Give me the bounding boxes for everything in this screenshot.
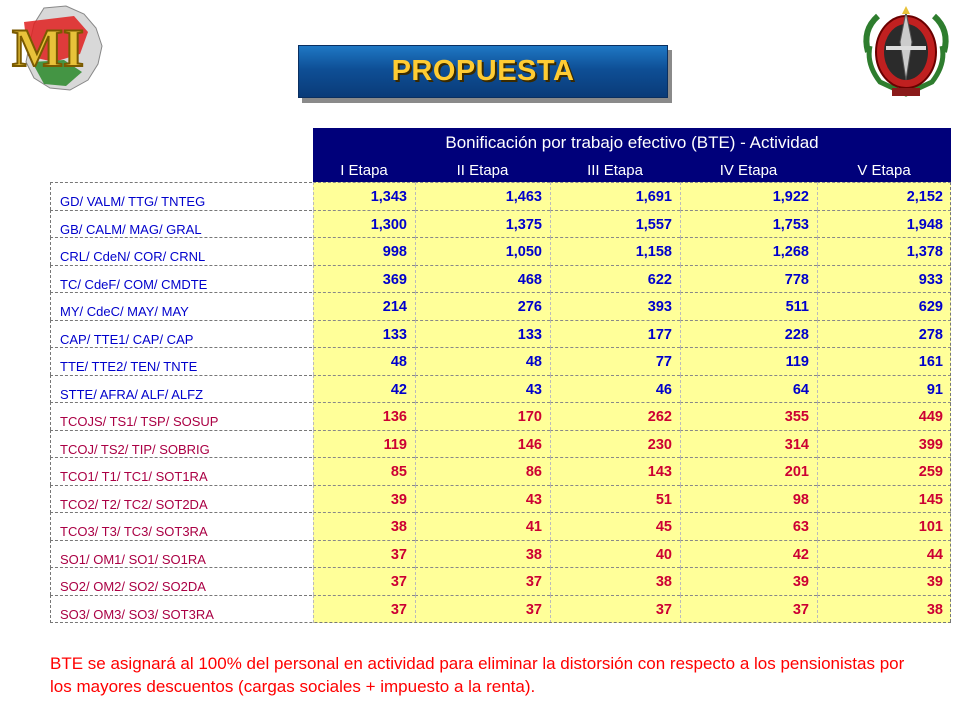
table-row bbox=[50, 512, 951, 540]
table-cell: 133 bbox=[415, 320, 550, 348]
ministry-map-emblem-icon bbox=[4, 2, 112, 94]
table-row bbox=[50, 595, 951, 623]
table-cell: 1,948 bbox=[817, 210, 951, 238]
table-cell: 48 bbox=[313, 347, 415, 375]
column-header: IV Etapa bbox=[719, 161, 778, 179]
table-row bbox=[50, 265, 951, 293]
table-cell: 1,268 bbox=[680, 237, 817, 265]
row-label: GB/ CALM/ MAG/ GRAL bbox=[50, 210, 312, 238]
table-cell: 177 bbox=[550, 320, 680, 348]
column-header: I Etapa bbox=[340, 161, 388, 179]
table-cell: 145 bbox=[817, 485, 951, 513]
table-header: Bonificación por trabajo efectivo (BTE) - Actividad bbox=[313, 128, 951, 158]
table-cell: 228 bbox=[680, 320, 817, 348]
table-cell: 37 bbox=[313, 540, 415, 568]
table-cell: 998 bbox=[313, 237, 415, 265]
column-header: V Etapa bbox=[857, 161, 911, 179]
table-cell: 42 bbox=[680, 540, 817, 568]
table-row bbox=[50, 375, 951, 403]
table-cell: 468 bbox=[415, 265, 550, 293]
row-label: TCO1/ T1/ TC1/ SOT1RA bbox=[50, 457, 312, 485]
table-cell: 230 bbox=[550, 430, 680, 458]
column-header: II Etapa bbox=[456, 161, 509, 179]
table-cell: 1,343 bbox=[313, 182, 415, 210]
table-row bbox=[50, 430, 951, 458]
table-row bbox=[50, 237, 951, 265]
table-row bbox=[50, 402, 951, 430]
table-row bbox=[50, 210, 951, 238]
table-cell: 278 bbox=[817, 320, 951, 348]
table-cell: 146 bbox=[415, 430, 550, 458]
row-label: CRL/ CdeN/ COR/ CRNL bbox=[50, 237, 312, 265]
row-label: CAP/ TTE1/ CAP/ CAP bbox=[50, 320, 312, 348]
row-label: TCOJS/ TS1/ TSP/ SOSUP bbox=[50, 402, 312, 430]
table-cell: 44 bbox=[817, 540, 951, 568]
row-label: TC/ CdeF/ COM/ CMDTE bbox=[50, 265, 312, 293]
row-label: TTE/ TTE2/ TEN/ TNTE bbox=[50, 347, 312, 375]
table-cell: 778 bbox=[680, 265, 817, 293]
table-row bbox=[50, 567, 951, 595]
table-cell: 262 bbox=[550, 402, 680, 430]
table-cell: 86 bbox=[415, 457, 550, 485]
table-cell: 85 bbox=[313, 457, 415, 485]
table-cell: 119 bbox=[313, 430, 415, 458]
table-cell: 201 bbox=[680, 457, 817, 485]
footnote: BTE se asignará al 100% del personal en actividad para eliminar la distorsión con respecto a los pensionistas por los mayores descuentos (cargas sociales + impuesto a la renta). bbox=[50, 654, 905, 696]
table-cell: 37 bbox=[415, 595, 550, 623]
table-cell: 38 bbox=[415, 540, 550, 568]
table-row bbox=[50, 457, 951, 485]
table-cell: 41 bbox=[415, 512, 550, 540]
table-cell: 133 bbox=[313, 320, 415, 348]
table-cell: 1,050 bbox=[415, 237, 550, 265]
table-subheader bbox=[313, 158, 951, 182]
table-cell: 1,375 bbox=[415, 210, 550, 238]
table-cell: 45 bbox=[550, 512, 680, 540]
table-cell: 933 bbox=[817, 265, 951, 293]
table-bottom-border bbox=[50, 622, 951, 624]
table-cell: 77 bbox=[550, 347, 680, 375]
table-cell: 63 bbox=[680, 512, 817, 540]
table-cell: 37 bbox=[313, 567, 415, 595]
table-cell: 1,158 bbox=[550, 237, 680, 265]
row-label: TCOJ/ TS2/ TIP/ SOBRIG bbox=[50, 430, 312, 458]
table-cell: 170 bbox=[415, 402, 550, 430]
table-cell: 43 bbox=[415, 375, 550, 403]
table-cell: 1,753 bbox=[680, 210, 817, 238]
row-label: MY/ CdeC/ MAY/ MAY bbox=[50, 292, 312, 320]
row-label: TCO2/ T2/ TC2/ SOT2DA bbox=[50, 485, 312, 513]
table-cell: 37 bbox=[680, 595, 817, 623]
table-cell: 39 bbox=[680, 567, 817, 595]
row-label: TCO3/ T3/ TC3/ SOT3RA bbox=[50, 512, 312, 540]
table-cell: 98 bbox=[680, 485, 817, 513]
table-cell: 276 bbox=[415, 292, 550, 320]
table-cell: 399 bbox=[817, 430, 951, 458]
table-row bbox=[50, 540, 951, 568]
table-cell: 38 bbox=[817, 595, 951, 623]
mi-logo-text: MI bbox=[12, 18, 84, 78]
table-cell: 161 bbox=[817, 347, 951, 375]
table-cell: 119 bbox=[680, 347, 817, 375]
row-label: SO2/ OM2/ SO2/ SO2DA bbox=[50, 567, 312, 595]
table-cell: 1,922 bbox=[680, 182, 817, 210]
table-cell: 37 bbox=[415, 567, 550, 595]
table-cell: 37 bbox=[550, 595, 680, 623]
table-cell: 393 bbox=[550, 292, 680, 320]
table-cell: 39 bbox=[313, 485, 415, 513]
table-row bbox=[50, 292, 951, 320]
table-cell: 1,378 bbox=[817, 237, 951, 265]
table-right-border bbox=[950, 182, 951, 622]
table-row bbox=[50, 320, 951, 348]
table-cell: 1,300 bbox=[313, 210, 415, 238]
table-row bbox=[50, 485, 951, 513]
table-cell: 38 bbox=[550, 567, 680, 595]
table-cell: 46 bbox=[550, 375, 680, 403]
table-cell: 51 bbox=[550, 485, 680, 513]
table-cell: 629 bbox=[817, 292, 951, 320]
table-cell: 136 bbox=[313, 402, 415, 430]
table-cell: 1,557 bbox=[550, 210, 680, 238]
military-crest bbox=[856, 2, 956, 98]
mi-logo bbox=[4, 2, 112, 94]
row-label: STTE/ AFRA/ ALF/ ALFZ bbox=[50, 375, 312, 403]
table-cell: 622 bbox=[550, 265, 680, 293]
table-cell: 64 bbox=[680, 375, 817, 403]
table-cell: 91 bbox=[817, 375, 951, 403]
table-cell: 1,691 bbox=[550, 182, 680, 210]
table-cell: 355 bbox=[680, 402, 817, 430]
table-cell: 259 bbox=[817, 457, 951, 485]
table-cell: 39 bbox=[817, 567, 951, 595]
row-label: SO1/ OM1/ SO1/ SO1RA bbox=[50, 540, 312, 568]
table-cell: 214 bbox=[313, 292, 415, 320]
table-cell: 2,152 bbox=[817, 182, 951, 210]
table-cell: 40 bbox=[550, 540, 680, 568]
table-cell: 43 bbox=[415, 485, 550, 513]
column-header: III Etapa bbox=[587, 161, 643, 179]
title-banner bbox=[298, 45, 668, 98]
table-cell: 1,463 bbox=[415, 182, 550, 210]
table-cell: 511 bbox=[680, 292, 817, 320]
table-cell: 48 bbox=[415, 347, 550, 375]
table-row bbox=[50, 347, 951, 375]
table-cell: 143 bbox=[550, 457, 680, 485]
military-crest-emblem-icon bbox=[856, 2, 956, 98]
table-cell: 369 bbox=[313, 265, 415, 293]
table-cell: 37 bbox=[313, 595, 415, 623]
table-cell: 101 bbox=[817, 512, 951, 540]
table-cell: 314 bbox=[680, 430, 817, 458]
row-label: SO3/ OM3/ SO3/ SOT3RA bbox=[50, 595, 312, 623]
table-cell: 38 bbox=[313, 512, 415, 540]
table-cell: 449 bbox=[817, 402, 951, 430]
page-title: PROPUESTA bbox=[391, 55, 575, 87]
table-row bbox=[50, 182, 951, 210]
table-cell: 42 bbox=[313, 375, 415, 403]
row-label: GD/ VALM/ TTG/ TNTEG bbox=[50, 182, 312, 210]
